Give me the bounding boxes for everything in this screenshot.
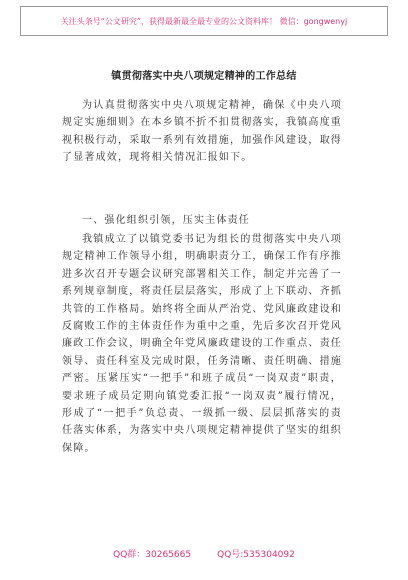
banner-text: 关注头条号“公文研究”，获得最新最全最专业的公文资料库！ 微信：gongwenyj [60,16,348,26]
qq-number-text: QQ号:535304092 [217,550,295,560]
document-title: 镇贯彻落实中央八项规定精神的工作总结 [111,71,297,82]
footer [0,547,408,560]
top-banner [20,6,388,36]
section-heading-1: 一、强化组织引领，压实主体责任 [82,215,250,226]
intro-paragraph: 为认真贯彻落实中央八项规定精神，确保《中央八项规定实施细则》在本乡镇不折不扣贯彻落实，我镇高度重视积极行动，采取一系列有效措施，加强作风建设，取得了显著成效，现将相关情况汇报如下。 [62,100,342,164]
body-paragraph: 我镇成立了以镇党委书记为组长的贯彻落实中央八项规定精神工作领导小组，明确职责分工，确保工作有序推进多次召开专题会议研究部署相关工作，制定并完善了一系列规章制度，将责任层层落实，形成了上下联动、齐抓共管的工作格局。始终将全面从严治党、党风廉政建设和反腐败工作的主体责任作为重中之重，先后多次召开党风廉政工作会议，明确全年党风廉政建设的工作重点、责任领导、责任科室及完成时限，任务清晰、责任明确、措施严密。压紧压实“一把手”和班子成员“一岗双责”职责，要求班子成员定期向镇党委汇报“一岗双责”履行情况，形成了“一把手”负总责、一级抓一级、层层抓落实的责任落实体系，为落实中央八项规定精神提供了坚实的组织保障。 [62,234,342,454]
qq-group-text: QQ群：30265665 [113,550,192,560]
